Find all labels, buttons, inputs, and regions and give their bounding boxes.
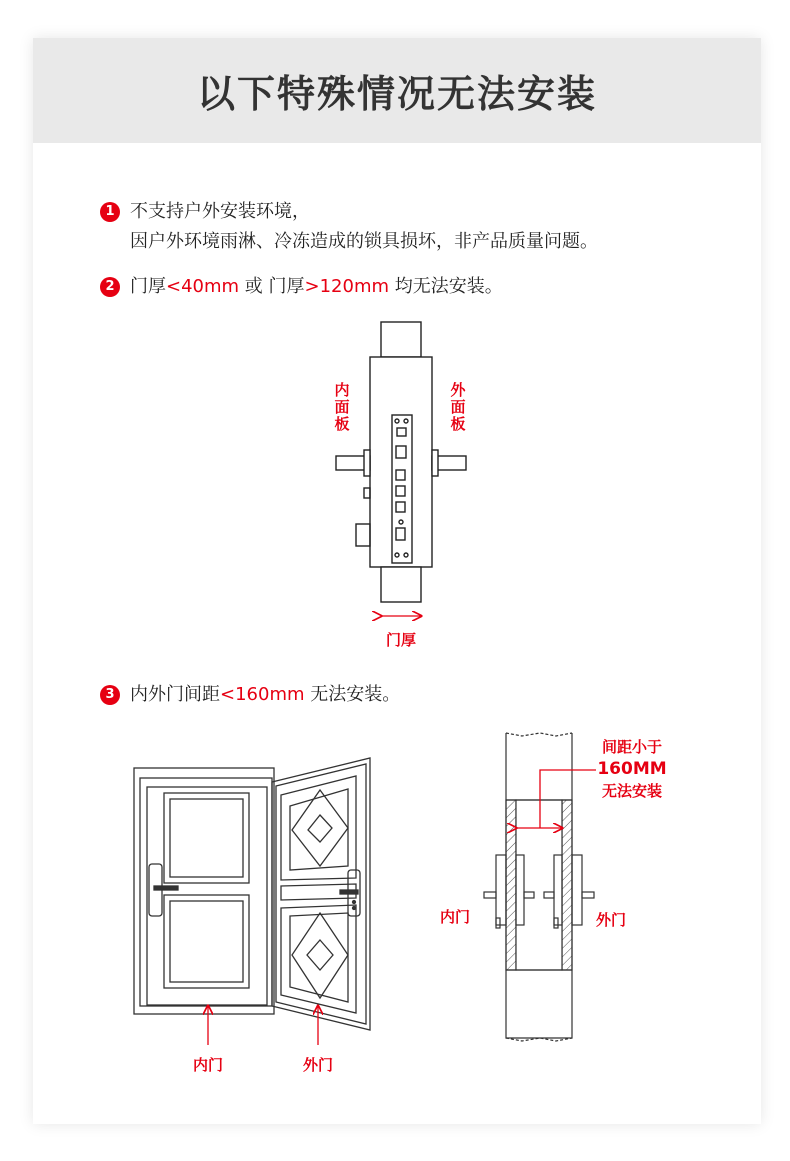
outer-door-label: 外门 [302,1056,334,1074]
number-badge-3: 3 [100,685,120,705]
outer-panel-label [450,381,466,433]
lock-diagram [336,322,466,602]
item-2-text-c: 或 门厚 [239,276,305,297]
thickness-label: 门厚 [385,631,417,649]
inner-panel-label [334,381,349,433]
number-badge-1: 1 [100,202,120,222]
outer-panel-char: 板 [450,415,466,433]
gap-outer-door-label: 外门 [595,911,627,929]
inner-panel-char: 面 [334,398,350,416]
outer-panel-char: 外 [450,381,466,399]
item-3-text-a: 内外门间距 [130,684,220,705]
gap-note-line-1: 间距小于 [601,738,663,756]
double-door-diagram [134,758,370,1030]
item-2-text-a: 门厚 [130,276,166,297]
item-1-line-1: 不支持户外安装环境， [130,201,310,222]
door-gap-diagram [484,733,594,1041]
item-3-text-c: 无法安装。 [304,684,401,705]
gap-note-line-2: 160MM [597,759,667,779]
inner-panel-char: 内 [334,381,350,399]
page-title: 以下特殊情况无法安装 [196,72,597,116]
outer-panel-char: 面 [450,398,466,416]
item-2-max-thickness: >120mm [304,276,390,297]
item-1-line-2: 因户外环境雨淋、冷冻造成的锁具损坏，非产品质量问题。 [130,231,598,252]
inner-panel-char: 板 [334,415,350,433]
gap-inner-door-label: 内门 [439,908,471,926]
item-2-min-thickness: <40mm [166,276,240,297]
inner-door-label: 内门 [192,1056,224,1074]
gap-note-line-3: 无法安装 [601,782,663,800]
item-3-min-gap: <160mm [220,684,305,705]
number-badge-2: 2 [100,277,120,297]
item-2-text-e: 均无法安装。 [389,276,503,297]
